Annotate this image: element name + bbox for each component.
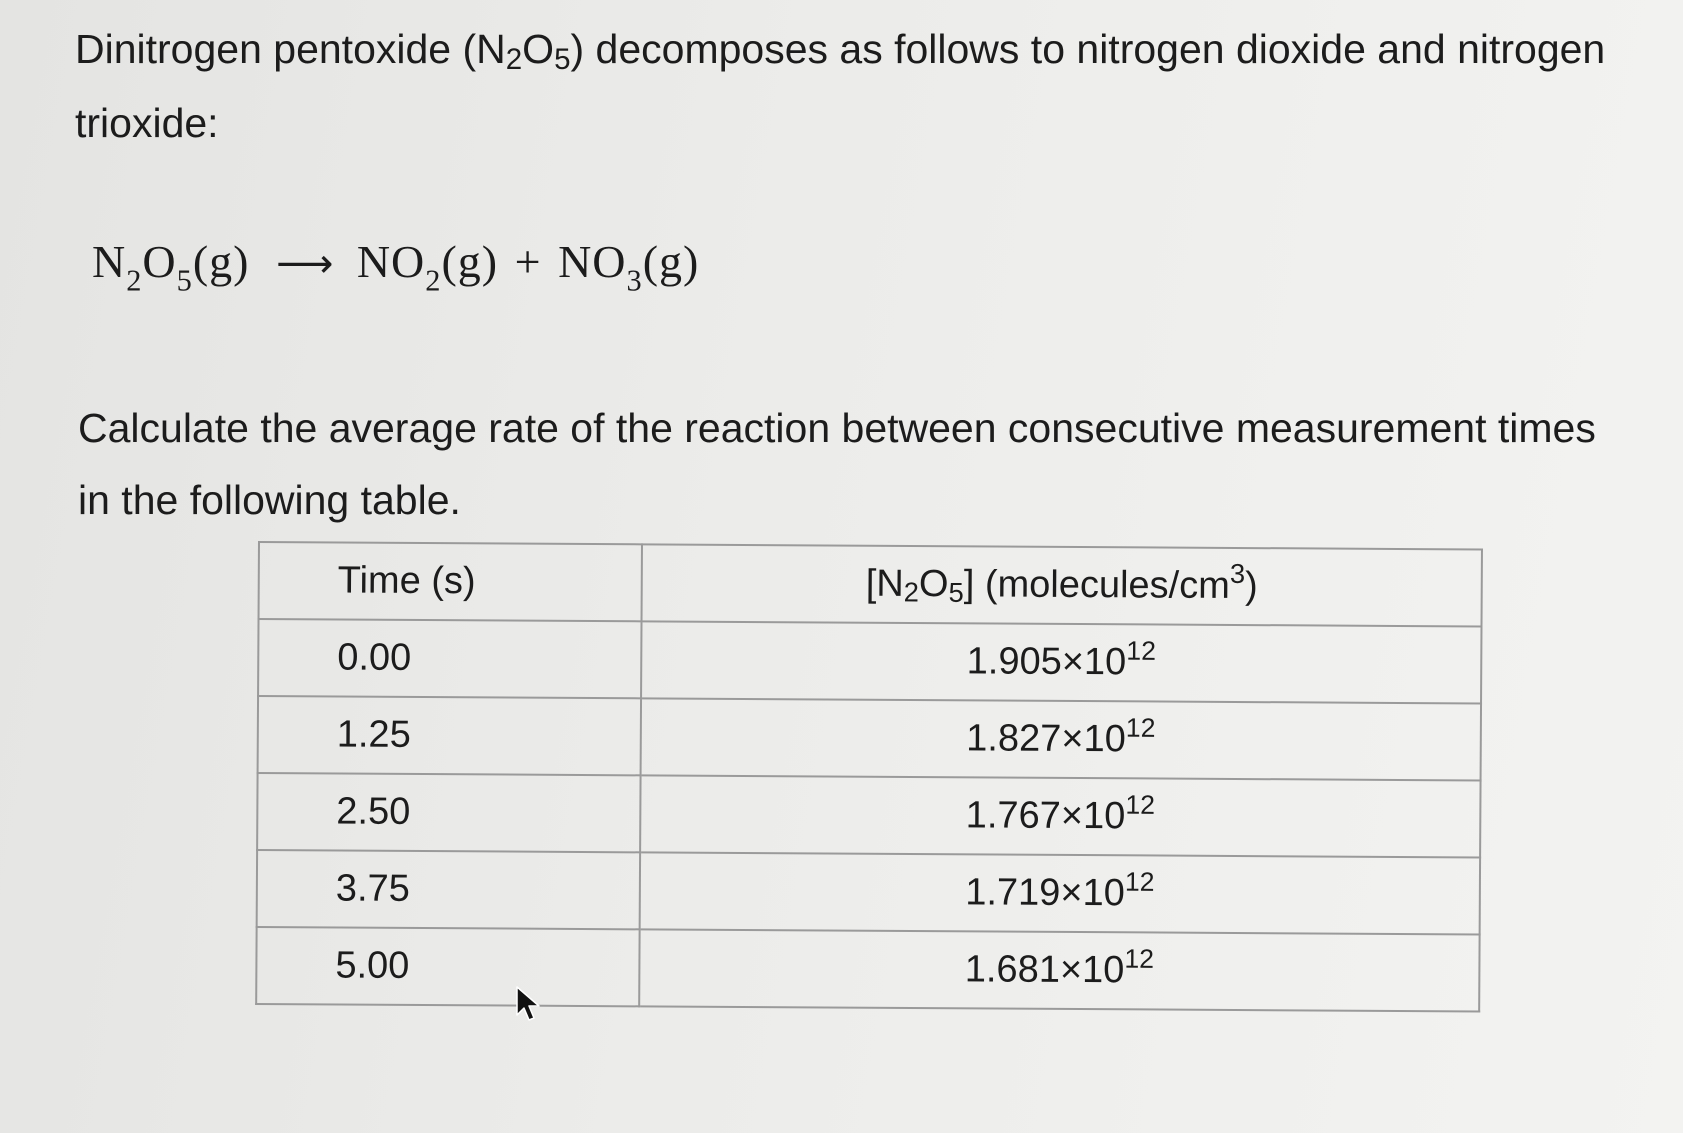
intro-text: Dinitrogen pentoxide $(N_2O_5)$ decomposes as follows to nitrogen dioxide and nitrogen trioxide: <box>75 26 1606 146</box>
reaction-arrow-icon: ⟶ <box>275 241 335 287</box>
chemical-equation <box>92 235 700 298</box>
time-cell: 2.50 <box>257 773 640 852</box>
question-text: Calculate the average rate of the reaction between consecutive measurement times in the following table. <box>78 405 1596 523</box>
concentration-cell: $1.681\times 10^{12}$ <box>639 929 1479 1011</box>
concentration-cell: $1.827\times 10^{12}$ <box>641 698 1481 780</box>
table-header-row <box>259 542 1482 626</box>
product-no2: $NO_2(g)$ <box>356 236 499 298</box>
concentration-cell: $1.905\times 10^{12}$ <box>641 621 1481 703</box>
table-row <box>256 927 1479 1011</box>
header-concentration: $[N_2O_5]$ $(molecules/cm^3)$ <box>642 544 1482 626</box>
time-cell: 5.00 <box>256 927 639 1006</box>
data-table <box>255 541 1483 1012</box>
table-row <box>258 619 1481 703</box>
product-no3: $NO_3(g)$ <box>558 236 700 298</box>
header-time: Time (s) <box>259 542 642 621</box>
table-row <box>257 850 1480 934</box>
time-cell: 1.25 <box>258 696 641 775</box>
table-row <box>258 696 1481 780</box>
concentration-cell: $1.767\times 10^{12}$ <box>640 775 1480 857</box>
time-cell: 3.75 <box>257 850 640 929</box>
plus-sign: + <box>514 236 542 287</box>
time-cell: 0.00 <box>258 619 641 698</box>
table-row <box>257 773 1480 857</box>
reactant-n2o5: $N_2O_5(g)$ <box>92 236 250 298</box>
mouse-pointer-icon <box>515 985 541 1023</box>
concentration-cell: $1.719\times 10^{12}$ <box>640 852 1480 934</box>
